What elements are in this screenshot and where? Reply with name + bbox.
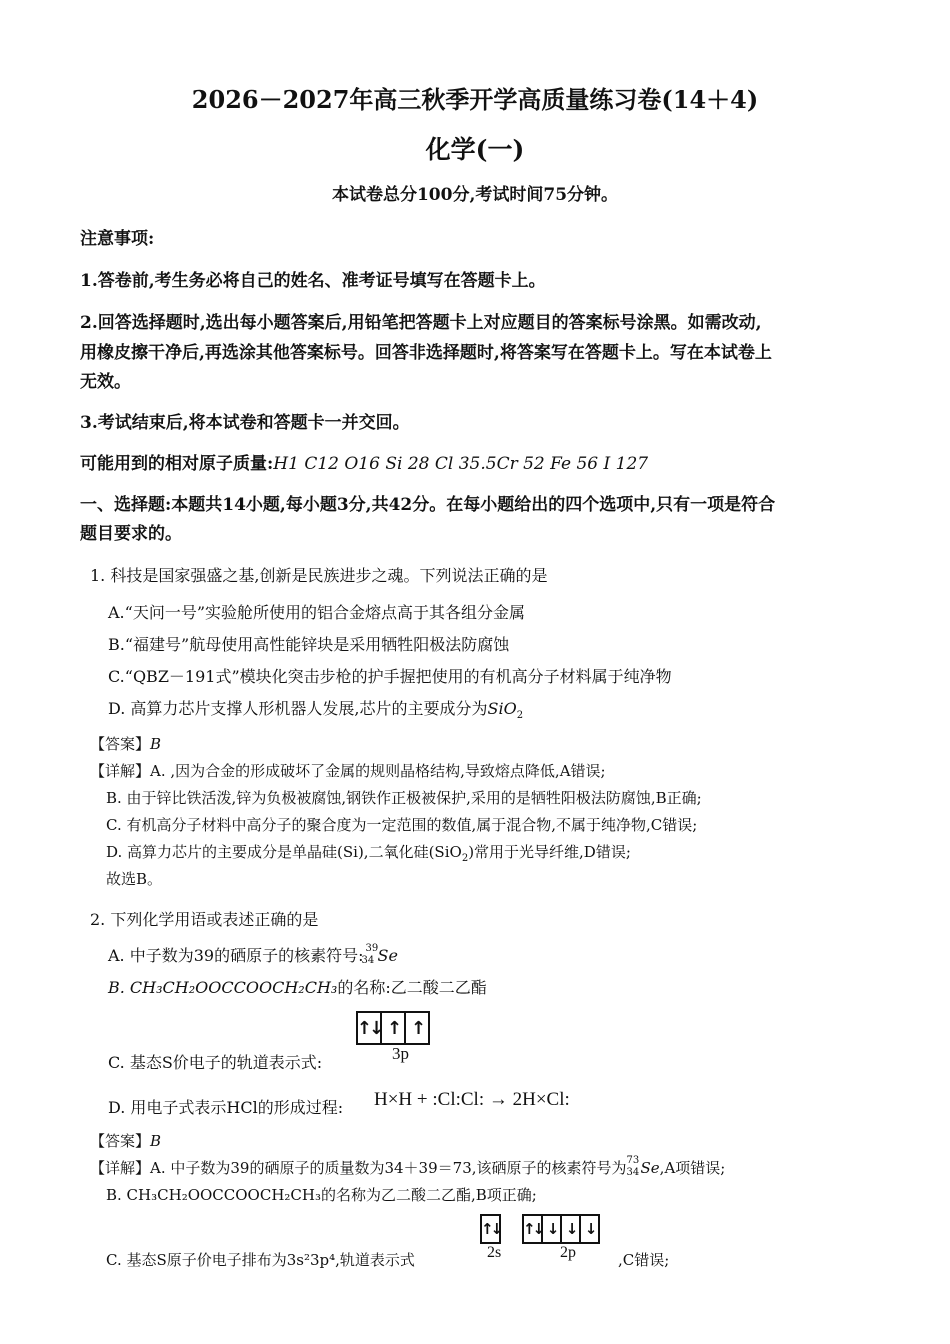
exam-title: 2026－2027年高三秋季开学高质量练习卷(14＋4) bbox=[191, 85, 759, 114]
section1-line2: 题目要求的。 bbox=[80, 524, 182, 544]
orbital-box: ↑ bbox=[382, 1013, 406, 1043]
q1-option-a: A.“天问一号”实验舱所使用的铝合金熔点高于其各组分金属 bbox=[108, 603, 526, 622]
q2-detail-2: B. CH₃CH₂OOCCOOCH₂CH₃的名称为乙二酸二乙酯,B项正确; bbox=[106, 1186, 537, 1204]
q1-detail-4-sub: 2 bbox=[461, 853, 469, 864]
note-2-line3: 无效。 bbox=[80, 372, 131, 392]
q1-answer-label: 【答案】 bbox=[90, 735, 151, 753]
orbital-box: ↑↓ bbox=[480, 1220, 501, 1238]
q2-e3-s-orbital bbox=[480, 1214, 501, 1244]
exam-info: 本试卷总分100分,考试时间75分钟。 bbox=[331, 185, 619, 205]
q1-detail-1 bbox=[90, 760, 606, 781]
q2-option-a-text: A. 中子数为39的硒原子的核素符号: bbox=[108, 946, 364, 965]
q2-detail-label: 【详解】 bbox=[90, 1159, 151, 1177]
section1-line1: 一、选择题:本题共14小题,每小题3分,共42分。在每小题给出的四个选项中,只有一项是符合 bbox=[80, 495, 776, 515]
q2-detail-1b: ,A项错误; bbox=[659, 1159, 726, 1177]
q2-d-electron-formula: H×H + :Cl:Cl: → 2H×Cl: bbox=[374, 1089, 570, 1110]
q1-option-d-formula: SiO bbox=[487, 699, 517, 718]
note-3: 3.考试结束后,将本试卷和答题卡一并交回。 bbox=[80, 413, 410, 433]
q2-b-text: 的名称:乙二酸二乙酯 bbox=[337, 978, 487, 997]
atomic-masses-label: 可能用到的相对原子质量: bbox=[80, 454, 274, 474]
q2-detail-3b: ,C错误; bbox=[618, 1251, 670, 1269]
q2-e3-2p-label: 2p bbox=[560, 1244, 576, 1261]
orbital-box: ↓ bbox=[543, 1216, 562, 1242]
q2-option-c: C. 基态S价电子的轨道表示式: bbox=[108, 1053, 323, 1072]
q2-e3-p-orbitals bbox=[522, 1214, 600, 1244]
q2-option-d: D. 用电子式表示HCl的形成过程: bbox=[108, 1098, 344, 1117]
q1-detail-5: 故选B。 bbox=[106, 870, 163, 888]
notes-heading: 注意事项: bbox=[80, 229, 155, 249]
q2-detail-1 bbox=[90, 1157, 725, 1178]
q1-answer bbox=[90, 733, 161, 754]
q2-answer-label: 【答案】 bbox=[90, 1132, 151, 1150]
q2-c-3p-label: 3p bbox=[392, 1044, 409, 1063]
q2-stem: 2. 下列化学用语或表述正确的是 bbox=[90, 910, 319, 929]
q1-option-c: C.“QBZ－191式”模块化突击步枪的护手握把使用的有机高分子材料属于纯净物 bbox=[108, 667, 672, 686]
q2-option-a bbox=[108, 943, 398, 966]
q1-stem: 1. 科技是国家强盛之基,创新是民族进步之魂。下列说法正确的是 bbox=[90, 566, 548, 585]
q2-option-b bbox=[108, 975, 487, 998]
q1-detail-1-text: A. ,因为合金的形成破坏了金属的规则晶格结构,导致熔点降低,A错误; bbox=[150, 762, 606, 780]
q1-option-b: B.“福建号”航母使用高性能锌块是采用牺牲阳极法防腐蚀 bbox=[108, 635, 510, 654]
q2-a-mass: 39 bbox=[365, 942, 379, 954]
subject-title: 化学(一) bbox=[425, 135, 525, 164]
note-2-line1: 2.回答选择题时,选出每小题答案后,用铅笔把答题卡上对应题目的答案标号涂黑。如需改动, bbox=[80, 313, 762, 333]
atomic-masses bbox=[80, 449, 648, 474]
q1-option-d-sub: 2 bbox=[516, 710, 524, 722]
q2-answer-value: B bbox=[150, 1132, 162, 1150]
q2-a-z: 34 bbox=[361, 954, 375, 966]
q1-detail-4b: )常用于光导纤维,D错误; bbox=[468, 843, 631, 861]
q1-detail-4a: D. 高算力芯片的主要成分是单晶硅(Si),二氧化硅(SiO bbox=[106, 843, 462, 861]
q1-detail-3: C. 有机高分子材料中高分子的聚合度为一定范围的数值,属于混合物,不属于纯净物,C错误; bbox=[106, 816, 698, 834]
orbital-box: ↑↓ bbox=[524, 1216, 543, 1242]
q2-e1-mass: 73 bbox=[626, 1155, 640, 1166]
q2-answer bbox=[90, 1130, 161, 1151]
q1-answer-value: B bbox=[150, 735, 162, 753]
q1-option-d bbox=[108, 696, 523, 721]
q1-option-d-text: D. 高算力芯片支撑人形机器人发展,芯片的主要成分为 bbox=[108, 699, 488, 718]
q1-detail-2: B. 由于锌比铁活泼,锌为负极被腐蚀,钢铁作正极被保护,采用的是牺牲阳极法防腐蚀,B正确; bbox=[106, 789, 702, 807]
orbital-box: ↑ bbox=[410, 1017, 424, 1039]
q1-detail-4 bbox=[106, 841, 631, 864]
q2-b-formula: B. CH₃CH₂OOCCOOCH₂CH₃ bbox=[108, 978, 338, 997]
orbital-box: ↑↓ bbox=[358, 1013, 382, 1043]
q1-detail-label: 【详解】 bbox=[90, 762, 151, 780]
orbital-box: ↓ bbox=[562, 1216, 581, 1242]
q2-e3-2s-label: 2s bbox=[487, 1244, 502, 1261]
q2-c-orbital-diagram bbox=[356, 1011, 430, 1045]
q2-a-symbol: Se bbox=[377, 946, 398, 965]
q2-detail-3a: C. 基态S原子价电子排布为3s²3p⁴,轨道表示式 bbox=[106, 1251, 415, 1269]
note-2-line2: 用橡皮擦干净后,再选涂其他答案标号。回答非选择题时,将答案写在答题卡上。写在本试卷上 bbox=[80, 343, 772, 363]
atomic-masses-values: H1 C12 O16 Si 28 Cl 35.5Cr 52 Fe 56 I 127 bbox=[273, 454, 649, 474]
note-1: 1.答卷前,考生务必将自己的姓名、准考证号填写在答题卡上。 bbox=[80, 271, 546, 291]
q2-e1-z: 34 bbox=[626, 1167, 640, 1178]
q2-detail-1a: A. 中子数为39的硒原子的质量数为34＋39＝73,该硒原子的核素符号为 bbox=[150, 1159, 627, 1177]
orbital-box: ↓ bbox=[584, 1220, 595, 1238]
q2-e1-symbol: Se bbox=[640, 1159, 660, 1177]
